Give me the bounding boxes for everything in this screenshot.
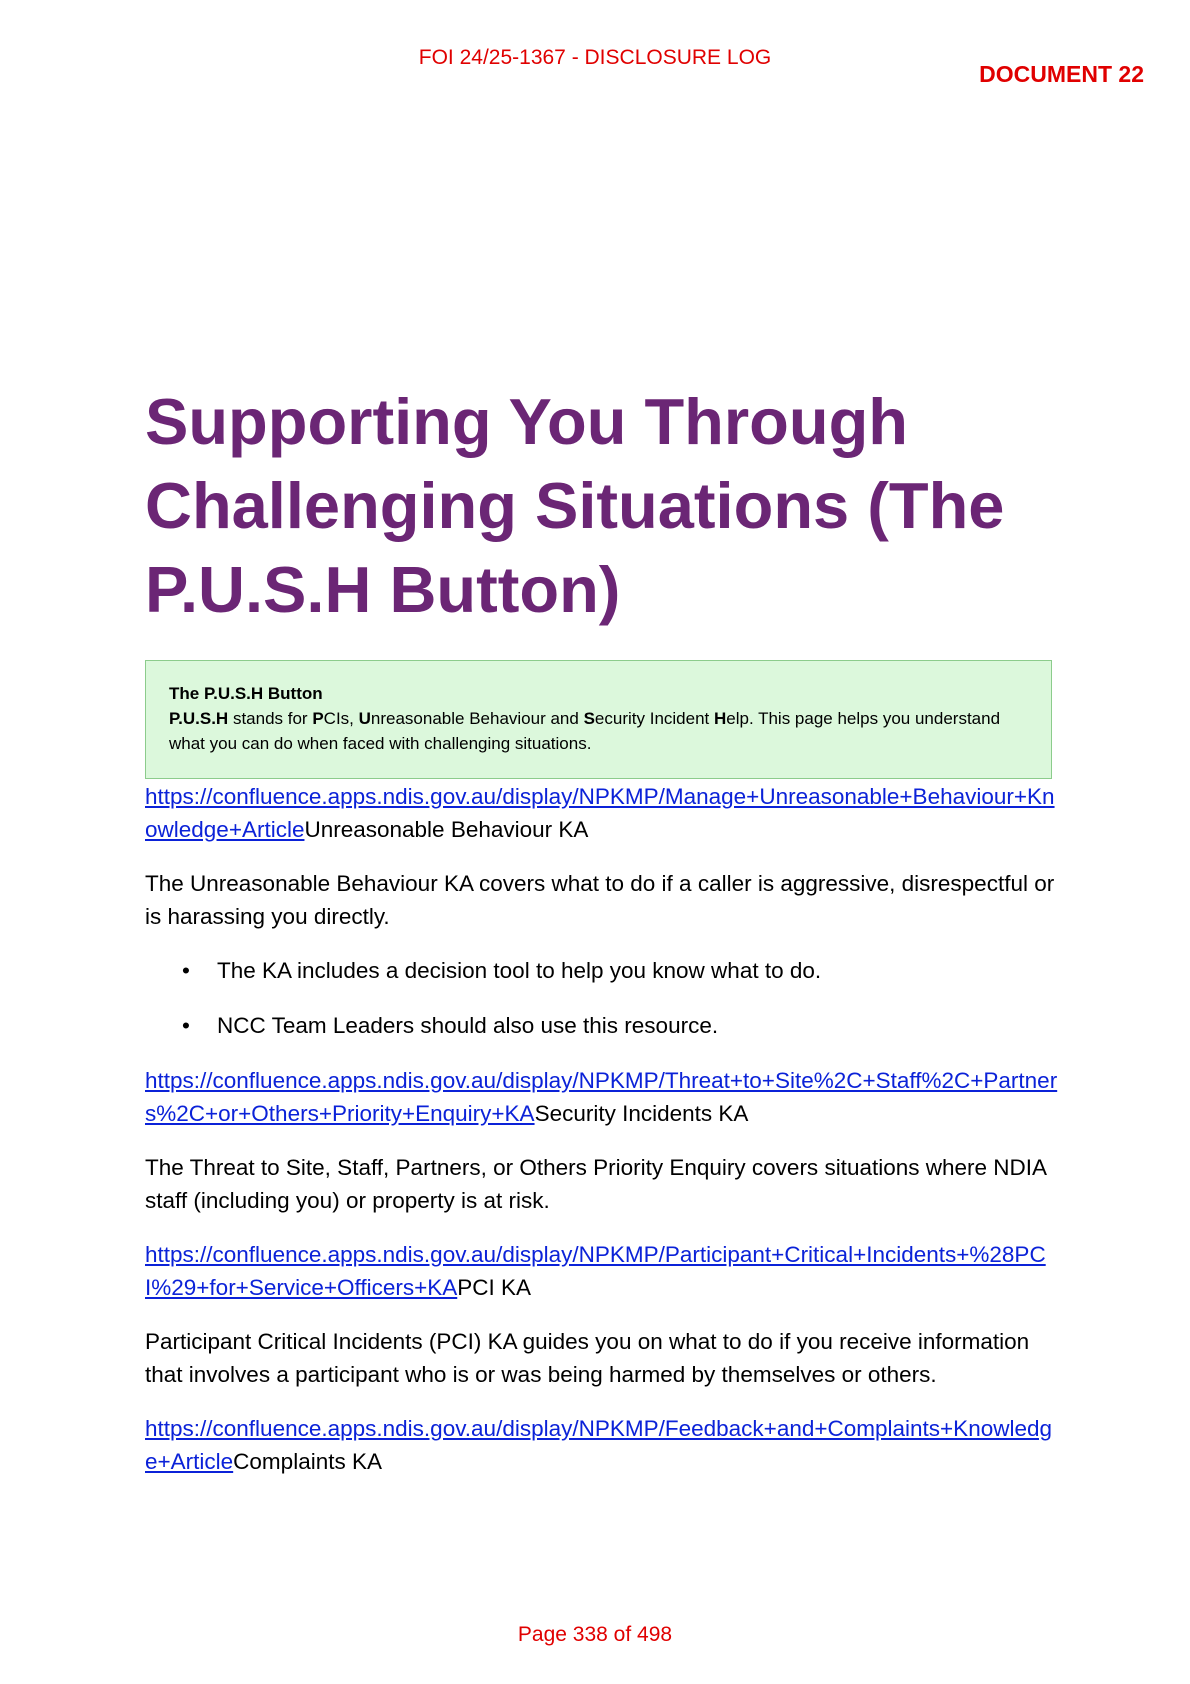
bullet-icon: • xyxy=(182,1013,190,1038)
section-link-paragraph xyxy=(145,1238,1060,1304)
list-item: • The KA includes a decision tool to help you know what to do. xyxy=(145,954,1060,987)
link-label: Security Incidents KA xyxy=(534,1101,749,1126)
section-description: The Unreasonable Behaviour KA covers what to do if a caller is aggressive, disrespectful or is harassing you directly. xyxy=(145,871,1055,929)
foi-reference-header: FOI 24/25-1367 - DISCLOSURE LOG xyxy=(418,46,772,69)
document-label: DOCUMENT 22 xyxy=(979,61,1144,87)
bullet-icon: • xyxy=(182,958,190,983)
section-link-paragraph xyxy=(145,1412,1060,1478)
pci-link[interactable]: https://confluence.apps.ndis.gov.au/display/NPKMP/Participant+Critical+Incidents+%28PCI%29+for+Service+Officers+KA xyxy=(145,1242,1046,1300)
page-number: Page 338 of 498 xyxy=(517,1623,673,1646)
callout-heading: The P.U.S.H Button xyxy=(169,684,323,703)
section-link-paragraph xyxy=(145,780,1060,846)
section-description: The Threat to Site, Staff, Partners, or Others Priority Enquiry covers situations where NDIA staff (including you) or property is at risk. xyxy=(145,1155,1046,1213)
callout-text: P.U.S.H stands for PCIs, Unreasonable Behaviour and Security Incident Help. This page helps you understand what you can do when faced with challenging situations. xyxy=(169,709,1001,753)
bullet-list xyxy=(145,954,1060,1042)
list-item: • NCC Team Leaders should also use this resource. xyxy=(145,1009,1060,1042)
security-incidents-link[interactable]: https://confluence.apps.ndis.gov.au/display/NPKMP/Threat+to+Site%2C+Staff%2C+Partners%2C+or+Others+Priority+Enquiry+KA xyxy=(145,1068,1058,1126)
link-label: PCI KA xyxy=(457,1275,532,1300)
link-label: Unreasonable Behaviour KA xyxy=(304,817,589,842)
section-link-paragraph xyxy=(145,1064,1060,1130)
push-button-callout xyxy=(145,660,1052,779)
document-body xyxy=(145,780,1060,1499)
unreasonable-behaviour-link[interactable]: https://confluence.apps.ndis.gov.au/display/NPKMP/Manage+Unreasonable+Behaviour+Knowledge+Article xyxy=(145,784,1055,842)
page-title: Supporting You Through Challenging Situations (The P.U.S.H Button) xyxy=(145,385,1005,626)
section-description: Participant Critical Incidents (PCI) KA guides you on what to do if you receive information that involves a participant who is or was being harmed by themselves or others. xyxy=(145,1329,1030,1387)
link-label: Complaints KA xyxy=(233,1449,382,1474)
complaints-link[interactable]: https://confluence.apps.ndis.gov.au/display/NPKMP/Feedback+and+Complaints+Knowledge+Article xyxy=(145,1416,1053,1474)
